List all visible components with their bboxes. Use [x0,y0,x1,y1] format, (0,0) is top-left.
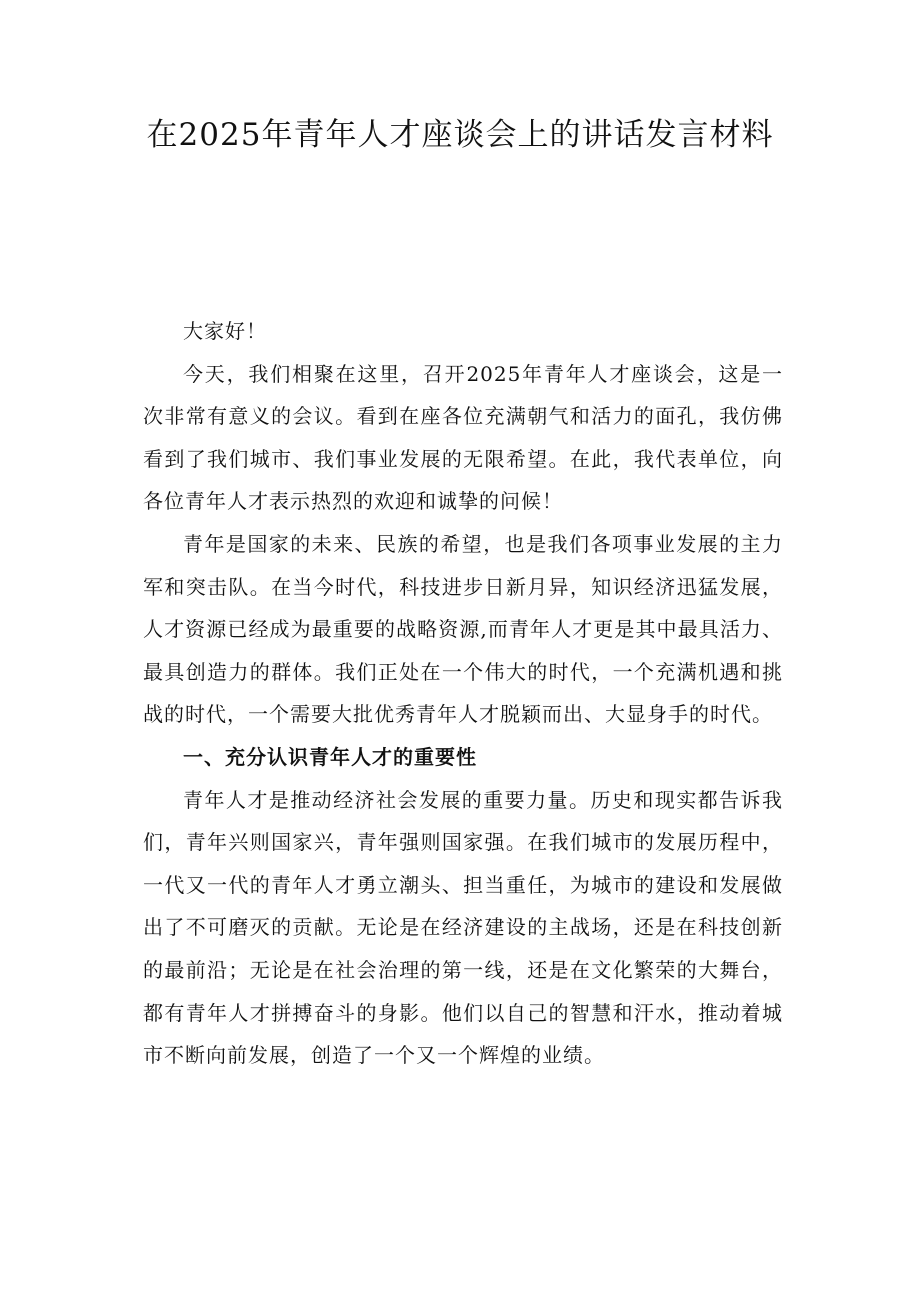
greeting: 大家好！ [183,319,267,343]
document-body [143,310,783,1077]
section-heading-1: 一、充分认识青年人才的重要性 [183,744,477,769]
body-paragraph-2: 青年是国家的未来、民族的希望，也是我们各项事业发展的主力军和突击队。在当今时代，科技进步日新月异，知识经济迅猛发展，人才资源已经成为最重要的战略资源,而青年人才更是其中最具活力、最具创造力的群体。我们正处在一个伟大的时代，一个充满机遇和挑战的时代，一个需要大批优秀青年人才脱颖而出、大显身手的时代。 [143,531,783,727]
body-paragraph-1: 今天，我们相聚在这里，召开2025年青年人才座谈会，这是一次非常有意义的会议。看到在座各位充满朝气和活力的面孔，我仿佛看到了我们城市、我们事业发展的无限希望。在此，我代表单位，向各位青年人才表示热烈的欢迎和诚挚的问候！ [143,361,783,514]
section-1-paragraph: 青年人才是推动经济社会发展的重要力量。历史和现实都告诉我们，青年兴则国家兴，青年强则国家强。在我们城市的发展历程中，一代又一代的青年人才勇立潮头、担当重任，为城市的建设和发展做出了不可磨灭的贡献。无论是在经济建设的主战场，还是在科技创新的最前沿；无论是在社会治理的第一线，还是在文化繁荣的大舞台，都有青年人才拼搏奋斗的身影。他们以自己的智慧和汗水，推动着城市不断向前发展，创造了一个又一个辉煌的业绩。 [143,787,783,1068]
document-title: 在2025年青年人才座谈会上的讲话发言材料 [146,117,774,153]
